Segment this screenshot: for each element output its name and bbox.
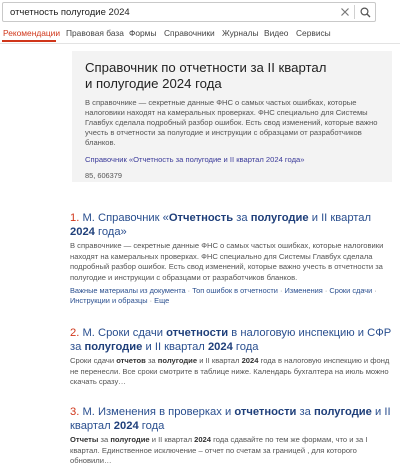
result-sublink[interactable]: Еще <box>154 296 170 306</box>
text-fragment: В справочнике — секретные данные ФНС о самых частых ошибках, которые налоговики находят на камеральных проверках. ФНС специально для Системы Главбух сделала подробный разбор ошибок. Есть свод изменений, которые важно учесть в отчетности за полугодие и инструкции с образцами от разработчиков бланков. <box>70 241 384 283</box>
featured-description: В справочнике — секретные данные ФНС о самых частых ошибках, которые налоговики находят на камеральных проверках. ФНС специально для Системы Главбух сделала подробный разбор ошибок. Есть свод изменений, которые важно учесть в отчетности за полугодие и инструкции с образцами от разработчиков бланков. <box>85 98 378 147</box>
text-fragment: и II квартал <box>197 356 242 365</box>
text-fragment: года <box>232 341 259 353</box>
tab-reference[interactable]: Справочники <box>164 28 215 38</box>
featured-card <box>72 51 392 182</box>
highlight-text: Отчетность <box>168 212 234 224</box>
tab-forms[interactable]: Формы <box>129 28 157 38</box>
result-number: 3. <box>70 406 80 418</box>
highlight-text: полугодие <box>157 356 198 365</box>
close-icon[interactable] <box>336 3 354 21</box>
tab-legal-base[interactable]: Правовая база <box>66 28 124 38</box>
highlight-text: полугодие <box>84 341 143 353</box>
result-title-text <box>70 212 371 238</box>
featured-title-line2: и полугодие 2024 года <box>85 76 222 91</box>
result-number: 2. <box>70 327 80 339</box>
text-fragment: года в налоговую инспекцию и фонд не перенесли. Все сроки смотрите в таблице ниже. Календарь бухгалтера на июль можно скачать сразу… <box>70 356 390 387</box>
text-fragment: и II квартал <box>308 212 372 224</box>
highlight-text: отчетов <box>116 356 146 365</box>
result-snippet <box>70 356 392 388</box>
result-title-text <box>70 327 391 353</box>
highlight-text: 2024 <box>70 226 95 238</box>
highlight-text: полугодие <box>250 212 309 224</box>
result-sublink[interactable]: Топ ошибок в отчетности <box>192 285 278 295</box>
text-fragment: за <box>233 212 251 224</box>
text-fragment: за <box>145 356 158 365</box>
separator: · <box>322 285 330 295</box>
result-title-text <box>70 406 391 432</box>
result-sublink[interactable]: Инструкции и образцы <box>70 296 148 306</box>
highlight-text: 2024 <box>194 435 212 444</box>
separator: · <box>147 296 155 306</box>
text-fragment: года» <box>94 226 127 238</box>
highlight-text: 2024 <box>207 341 233 353</box>
text-fragment: и II квартал <box>70 406 391 432</box>
result-item-1 <box>70 211 392 307</box>
result-sublink[interactable]: Изменения <box>284 285 323 295</box>
result-snippet <box>70 435 392 467</box>
highlight-text: 2024 <box>113 420 139 432</box>
tabs-divider <box>0 43 400 44</box>
separator: · <box>372 285 377 295</box>
search-bar <box>2 2 376 22</box>
text-fragment: и II квартал <box>142 341 208 353</box>
highlight-text: 2024 <box>241 356 259 365</box>
text-fragment: Справочник « <box>98 212 169 224</box>
tab-video[interactable]: Видео <box>264 28 289 38</box>
text-fragment: Сроки сдачи <box>98 327 167 339</box>
tab-journals[interactable]: Журналы <box>222 28 259 38</box>
text-fragment: за <box>98 435 111 444</box>
result-number: 1. <box>70 212 80 224</box>
featured-title-line1: Справочник по отчетности за II квартал <box>85 60 327 75</box>
separator: · <box>277 285 285 295</box>
result-badge: М. <box>82 212 95 224</box>
active-tab-indicator <box>2 40 56 42</box>
text-fragment: года <box>138 420 165 432</box>
result-sublink[interactable]: Сроки сдачи <box>329 285 373 295</box>
tab-recommendations[interactable]: Рекомендации <box>3 28 61 38</box>
result-sublinks <box>70 286 392 307</box>
result-item-3 <box>70 405 392 467</box>
result-title[interactable] <box>70 405 392 433</box>
search-icon[interactable] <box>355 3 375 21</box>
result-snippet <box>70 241 392 284</box>
text-fragment: года сдавайте по тем же формам, что и за I квартал. Единственное исключение – отчет по счетам за границей , для которого обновили… <box>70 435 368 466</box>
text-fragment: и II квартал <box>149 435 195 444</box>
search-input[interactable]: отчетность полугодие 2024 <box>10 6 130 18</box>
result-title[interactable] <box>70 326 392 354</box>
featured-title[interactable] <box>85 60 379 92</box>
highlight-text: отчетности <box>234 406 297 418</box>
highlight-text: полугодие <box>314 406 372 418</box>
result-badge: М. <box>82 327 95 339</box>
text-fragment: за <box>296 406 315 418</box>
text-fragment: в налоговую инспекцию и СФР за <box>70 327 392 353</box>
result-sublink[interactable]: Важные материалы из документа <box>70 285 186 295</box>
featured-link[interactable]: Справочник «Отчетность за полугодие и II квартал 2024 года» <box>85 155 305 164</box>
result-badge: М. <box>82 406 95 418</box>
highlight-text: отчетности <box>166 327 229 339</box>
tab-services[interactable]: Сервисы <box>296 28 331 38</box>
result-item-2 <box>70 326 392 388</box>
highlight-text: Отчеты <box>70 435 99 444</box>
highlight-text: полугодие <box>110 435 150 444</box>
text-fragment: Сроки сдачи <box>70 356 117 365</box>
text-fragment: Изменения в проверках и <box>98 406 235 418</box>
separator: · <box>185 285 193 295</box>
featured-numbers: 85, 606379 <box>85 171 122 180</box>
result-title[interactable] <box>70 211 392 239</box>
